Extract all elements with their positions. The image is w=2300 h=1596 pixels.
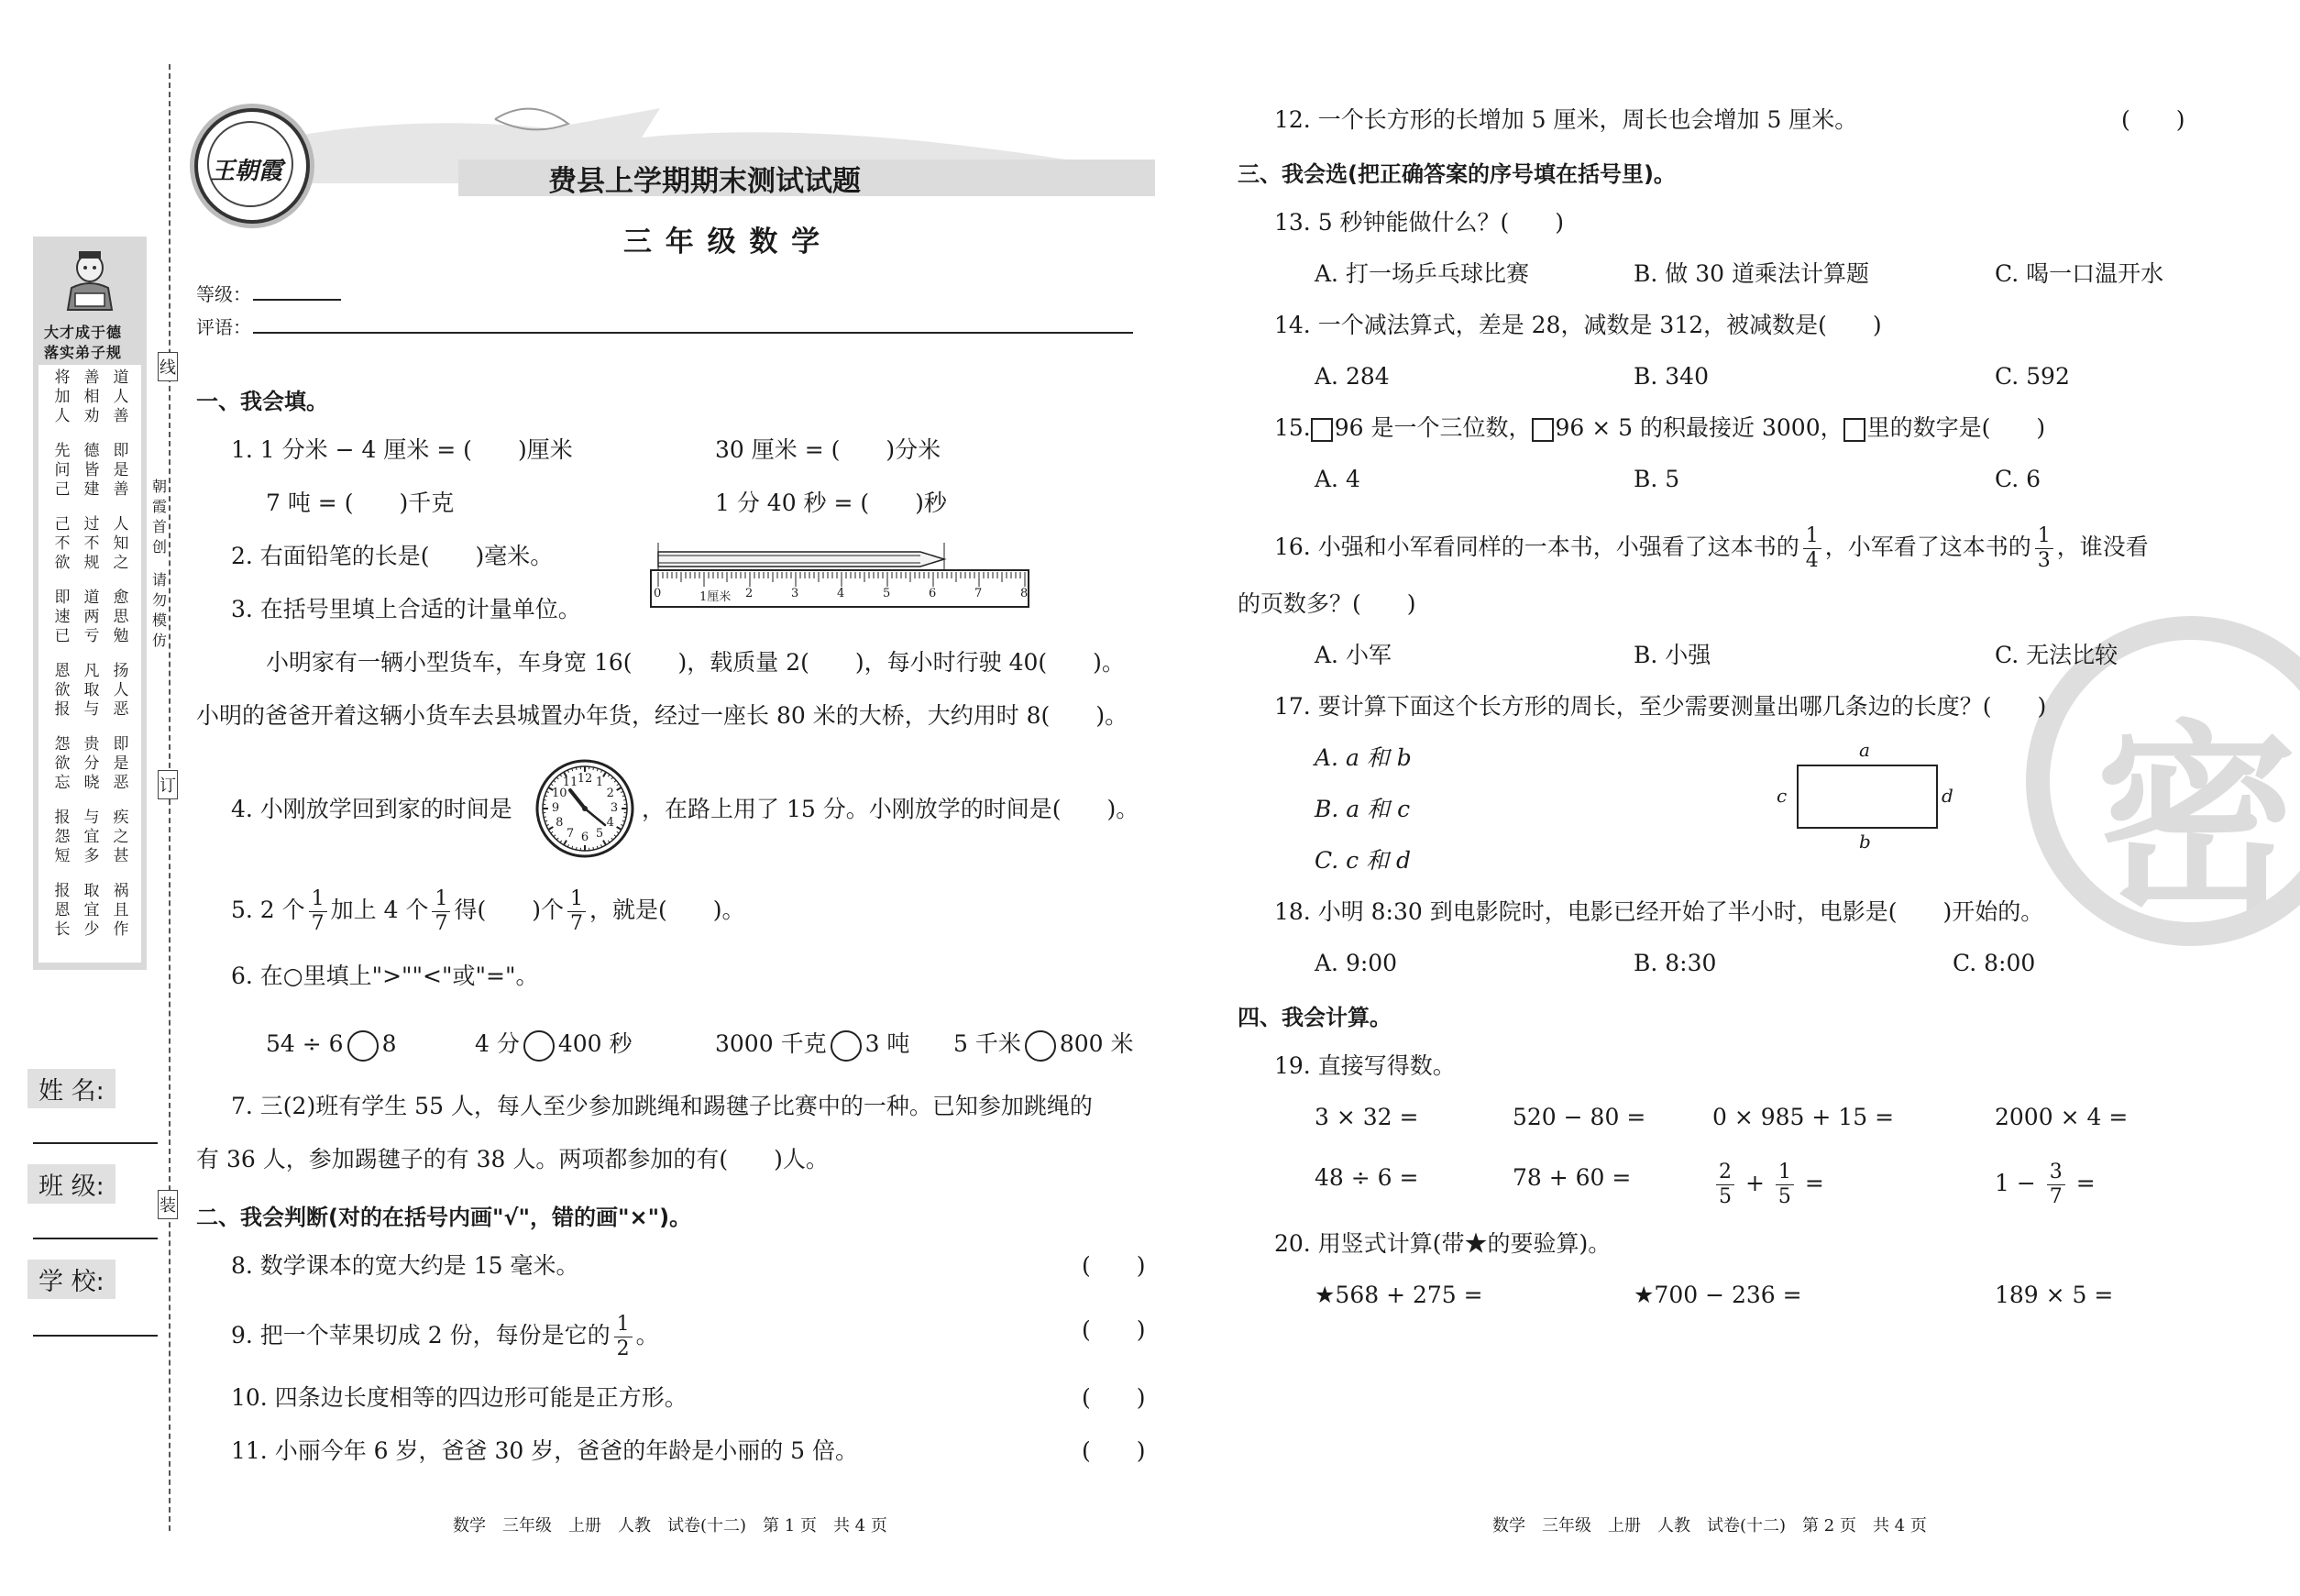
motto-column: 扬人恶 xyxy=(113,662,129,719)
frac-num: 1 xyxy=(1776,1161,1794,1185)
section-2-heading: 二、我会判断(对的在括号内画"√"，错的画"×")。 xyxy=(196,1205,692,1230)
q6-left: 54 ÷ 6 xyxy=(266,1030,344,1057)
motto-column: 善相劝 xyxy=(83,369,100,425)
frac-2-5 xyxy=(1716,1161,1734,1209)
notice-col-2: 请勿模仿 xyxy=(152,571,168,649)
clock-number: 2 xyxy=(606,787,614,800)
rect-label-b: b xyxy=(1859,831,1871,853)
ruler-tick-label: 0 xyxy=(654,587,662,600)
compare-circle[interactable] xyxy=(347,1030,379,1062)
equals-sign: = xyxy=(2075,1170,2096,1196)
frac-num: 1 xyxy=(309,887,327,912)
frac-den: 3 xyxy=(2037,549,2051,572)
motto-column: 贵分晓 xyxy=(83,735,100,792)
q6-item-3 xyxy=(715,1029,909,1062)
q6-right: 800 米 xyxy=(1059,1030,1134,1057)
q14-option-a[interactable]: A. 284 xyxy=(1315,363,1390,390)
frac-den: 7 xyxy=(2049,1185,2063,1208)
q7-line-b: 有 36 人，参加踢毽子的有 38 人。两项都参加的有( )人。 xyxy=(196,1146,829,1172)
q14-option-c[interactable]: C. 592 xyxy=(1995,363,2070,390)
q16-text-cont: 的页数多？( ) xyxy=(1238,590,1416,617)
class-field-line[interactable] xyxy=(33,1238,158,1239)
q5-fraction-2 xyxy=(432,887,450,936)
q1-part-b: 30 厘米 = ( )分米 xyxy=(715,436,941,463)
motto-column: 过不规 xyxy=(83,515,100,572)
q15-part-c: 96 × 5 的积最接近 3000， xyxy=(1555,414,1843,441)
seal-mark-3: 装 xyxy=(158,1190,178,1219)
motto-column: 祸且作 xyxy=(113,882,129,939)
ruler-tick-label: 8 xyxy=(1020,587,1029,600)
q3-line-a: 小明家有一辆小型货车，车身宽 16( )，载质量 2( )，每小时行驶 40( )。 xyxy=(266,649,1125,676)
q17-option-b[interactable]: B. a 和 c xyxy=(1315,796,1411,822)
frac-den: 5 xyxy=(1719,1185,1732,1208)
name-field-line[interactable] xyxy=(33,1142,158,1144)
motto-column: 凡取与 xyxy=(83,662,100,719)
q19-item-6: 78 + 60 = xyxy=(1513,1164,1632,1191)
q14-option-b[interactable]: B. 340 xyxy=(1634,363,1709,390)
comment-line[interactable] xyxy=(253,332,1133,334)
q9-part-b: 。 xyxy=(635,1322,659,1348)
q16-part-b: ，小军看了这本书的 xyxy=(1824,534,2031,560)
minus-expr: 1 − xyxy=(1995,1170,2036,1196)
motto-2: 落实弟子规 xyxy=(44,344,123,361)
q7-line-a: 7. 三(2)班有学生 55 人，每人至少参加跳绳和踢毽子比赛中的一种。已知参加跳绳的 xyxy=(231,1093,1093,1119)
clock-number: 4 xyxy=(606,816,614,830)
motto-1: 大才成于德 xyxy=(44,324,123,341)
motto-column: 德皆建 xyxy=(83,442,100,499)
ruler-tick-label: 6 xyxy=(929,587,937,600)
q16-option-a[interactable]: A. 小军 xyxy=(1315,642,1392,668)
clock-number: 10 xyxy=(552,787,567,800)
motto-column: 即是善 xyxy=(113,442,129,499)
clock-number: 6 xyxy=(580,831,589,844)
grade-label: 等级： xyxy=(196,283,251,305)
frac-den: 4 xyxy=(1805,549,1819,572)
equals-sign: = xyxy=(1804,1170,1824,1196)
q15-option-c[interactable]: C. 6 xyxy=(1995,466,2041,492)
q15-part-b: 96 是一个三位数， xyxy=(1334,414,1532,441)
digit-box[interactable] xyxy=(1311,418,1333,442)
q19-item-2: 520 − 80 = xyxy=(1513,1104,1646,1130)
motto-column: 即速已 xyxy=(54,589,71,645)
rect-label-c: c xyxy=(1777,785,1788,807)
page-footer-left: 数学 三年级 上册 人教 试卷(十二) 第 1 页 共 4 页 xyxy=(453,1516,887,1535)
q5-fraction-3 xyxy=(567,887,586,936)
motto-column: 即是恶 xyxy=(113,735,129,792)
q20-item-3: 189 × 5 = xyxy=(1995,1282,2114,1308)
clock-number: 7 xyxy=(566,826,575,841)
q3-text: 3. 在括号里填上合适的计量单位。 xyxy=(231,596,581,622)
digit-box[interactable] xyxy=(1843,418,1865,442)
q6-left: 3000 千克 xyxy=(715,1030,827,1057)
brand-logo xyxy=(194,108,310,224)
motto-column: 先问己 xyxy=(54,442,71,499)
ruler-tick-label: 5 xyxy=(883,587,891,600)
q5-part-d: ，就是( )。 xyxy=(589,897,745,923)
clock-number: 8 xyxy=(556,816,564,830)
motto-column: 己不欲 xyxy=(54,515,71,572)
frac-3-7 xyxy=(2047,1161,2065,1209)
frac-den: 7 xyxy=(435,912,448,935)
q19-item-3: 0 × 985 + 15 = xyxy=(1712,1104,1895,1130)
q19-item-4: 2000 × 4 = xyxy=(1995,1104,2129,1130)
q17-option-a[interactable]: A. a 和 b xyxy=(1315,744,1412,771)
q13-option-c[interactable]: C. 喝一口温开水 xyxy=(1995,260,2164,287)
q16-fraction-1 xyxy=(1803,524,1821,573)
comment-label: 评语： xyxy=(196,316,251,338)
q3-line-b: 小明的爸爸开着这辆小货车去县城置办年货，经过一座长 80 米的大桥，大约用时 8( )。 xyxy=(196,702,1128,729)
plus-sign: + xyxy=(1744,1170,1765,1196)
q4-text-a: 4. 小刚放学回到家的时间是 xyxy=(231,796,512,822)
section-3-heading: 三、我会选(把正确答案的序号填在括号里)。 xyxy=(1238,161,1676,187)
brand-logo-text: 王朝霞 xyxy=(211,158,283,185)
page-title: 费县上学期期末测试试题 xyxy=(548,165,861,198)
q13-option-a[interactable]: A. 打一场乒乓球比赛 xyxy=(1315,260,1529,287)
q13-text: 13. 5 秒钟能做什么？( ) xyxy=(1274,209,1565,236)
q4-text-b: ，在路上用了 15 分。小刚放学的时间是( )。 xyxy=(642,796,1139,822)
ruler-tick-label: 7 xyxy=(974,587,983,600)
q13-option-b[interactable]: B. 做 30 道乘法计算题 xyxy=(1634,260,1869,287)
scholar-illustration xyxy=(53,242,127,315)
compare-circle[interactable] xyxy=(831,1030,862,1062)
motto-column: 人知之 xyxy=(113,515,129,572)
q8-text: 8. 数学课本的宽大约是 15 毫米。 xyxy=(231,1252,579,1279)
q5-part-b: 加上 4 个 xyxy=(330,897,429,923)
q15-text xyxy=(1274,413,2045,444)
motto-column: 取宜少 xyxy=(83,882,100,939)
rect-label-d: d xyxy=(1942,785,1953,807)
q19-item-1: 3 × 32 = xyxy=(1315,1104,1419,1130)
q19-item-5: 48 ÷ 6 = xyxy=(1315,1164,1419,1191)
clock-number: 12 xyxy=(577,772,593,786)
q1-part-c: 7 吨 = ( )千克 xyxy=(266,490,455,516)
rect-label-a: a xyxy=(1859,739,1870,761)
q2-text: 2. 右面铅笔的长是( )毫米。 xyxy=(231,543,554,569)
q6-right: 8 xyxy=(381,1030,397,1057)
q20-item-2: ★700 − 236 = xyxy=(1634,1282,1802,1308)
q9-part-a: 9. 把一个苹果切成 2 份，每份是它的 xyxy=(231,1322,611,1348)
ruler-tick-label: 1厘米 xyxy=(699,590,732,604)
q16-text xyxy=(1274,524,2149,573)
compare-circle[interactable] xyxy=(1025,1030,1056,1062)
page-footer-right: 数学 三年级 上册 人教 试卷(十二) 第 2 页 共 4 页 xyxy=(1492,1516,1927,1535)
q10-answer[interactable]: ( ) xyxy=(1082,1384,1146,1411)
q6-item-2 xyxy=(475,1029,633,1062)
frac-num: 1 xyxy=(567,887,586,912)
frac-den: 5 xyxy=(1777,1185,1791,1208)
section-4-heading: 四、我会计算。 xyxy=(1238,1005,1392,1030)
frac-num: 1 xyxy=(2035,524,2053,549)
q19-item-7 xyxy=(1712,1161,1824,1209)
clock-number: 1 xyxy=(595,776,604,790)
q5-part-c: 得( )个 xyxy=(454,897,564,923)
motto-column: 道人善 xyxy=(113,369,129,425)
frac-den: 2 xyxy=(616,1337,630,1360)
q19-item-8 xyxy=(1995,1161,2096,1209)
q18-option-c[interactable]: C. 8:00 xyxy=(1953,950,2036,976)
q16-part-c: ，谁没看 xyxy=(2056,534,2149,560)
frac-num: 3 xyxy=(2047,1161,2065,1185)
clock-number: 5 xyxy=(595,826,604,841)
motto-column: 将加人 xyxy=(54,369,71,425)
clock-figure xyxy=(534,757,636,860)
q17-text: 17. 要计算下面这个长方形的周长，至少需要测量出哪几条边的长度？( ) xyxy=(1274,693,2047,720)
q18-option-a[interactable]: A. 9:00 xyxy=(1315,950,1398,976)
frac-num: 1 xyxy=(1803,524,1821,549)
page-subtitle: 三 年 级 数 学 xyxy=(623,226,822,259)
q20-item-1: ★568 + 275 = xyxy=(1315,1282,1483,1308)
section-1-heading: 一、我会填。 xyxy=(196,389,328,414)
q9-text xyxy=(231,1313,659,1361)
q16-option-c[interactable]: C. 无法比较 xyxy=(1995,642,2118,668)
q12-text: 12. 一个长方形的长增加 5 厘米，周长也会增加 5 厘米。 xyxy=(1274,106,1858,133)
q19-text: 19. 直接写得数。 xyxy=(1274,1052,1456,1079)
q11-text: 11. 小丽今年 6 岁，爸爸 30 岁，爸爸的年龄是小丽的 5 倍。 xyxy=(231,1437,859,1464)
q8-answer[interactable]: ( ) xyxy=(1082,1252,1146,1279)
compare-circle[interactable] xyxy=(523,1030,555,1062)
q1-part-d: 1 分 40 秒 = ( )秒 xyxy=(715,490,947,516)
ruler-tick-label: 4 xyxy=(837,587,845,600)
q5-fraction-1 xyxy=(309,887,327,936)
seal-mark-2: 订 xyxy=(158,770,178,799)
grade-line[interactable] xyxy=(253,299,341,301)
q6-item-4 xyxy=(953,1029,1134,1062)
q6-left: 4 分 xyxy=(475,1030,520,1057)
motto-column: 与宜多 xyxy=(83,809,100,865)
motto-column: 怨欲忘 xyxy=(54,735,71,792)
frac-num: 1 xyxy=(614,1313,633,1337)
q6-text: 6. 在○里填上">""<"或"="。 xyxy=(231,963,539,989)
q15-part-d: 里的数字是( ) xyxy=(1866,414,2046,441)
q10-text: 10. 四条边长度相等的四边形可能是正方形。 xyxy=(231,1384,688,1411)
class-field-label: 班 级: xyxy=(28,1164,116,1204)
q5-part-a: 5. 2 个 xyxy=(231,897,305,923)
ruler-tick-label: 2 xyxy=(745,587,754,600)
school-field-label: 学 校: xyxy=(28,1260,116,1299)
rectangle-figure xyxy=(1797,765,1938,829)
q6-right: 3 吨 xyxy=(864,1030,910,1057)
q15-option-a[interactable]: A. 4 xyxy=(1315,466,1360,492)
clock-number: 11 xyxy=(562,776,578,790)
notice-col-1: 朝霞首创 xyxy=(152,478,168,556)
motto-column: 报怨短 xyxy=(54,809,71,865)
seal-mark-1: 线 xyxy=(158,352,178,381)
q15-option-b[interactable]: B. 5 xyxy=(1634,466,1680,492)
frac-den: 7 xyxy=(311,912,325,935)
motto-column: 疾之甚 xyxy=(113,809,129,865)
q1-part-a: 1. 1 分米 − 4 厘米 = ( )厘米 xyxy=(231,436,573,463)
ruler-tick-label: 3 xyxy=(791,587,799,600)
q18-text: 18. 小明 8:30 到电影院时，电影已经开始了半小时，电影是( )开始的。 xyxy=(1274,898,2044,925)
school-field-line[interactable] xyxy=(33,1335,158,1337)
q6-right: 400 秒 xyxy=(557,1030,633,1057)
q6-left: 5 千米 xyxy=(953,1030,1021,1057)
motto-column: 报恩长 xyxy=(54,882,71,939)
q6-item-1 xyxy=(266,1029,396,1062)
frac-num: 2 xyxy=(1716,1161,1734,1185)
q5-text xyxy=(231,887,745,936)
q16-option-b[interactable]: B. 小强 xyxy=(1634,642,1711,668)
q17-option-c[interactable]: C. c 和 d xyxy=(1315,847,1412,874)
name-field-label: 姓 名: xyxy=(28,1069,116,1108)
frac-den: 7 xyxy=(569,912,583,935)
q9-fraction xyxy=(614,1313,633,1361)
q12-answer[interactable]: ( ) xyxy=(2121,106,2185,133)
clock-number: 3 xyxy=(610,801,619,815)
q16-part-a: 16. 小强和小军看同样的一本书，小强看了这本书的 xyxy=(1274,534,1799,560)
q18-option-b[interactable]: B. 8:30 xyxy=(1634,950,1717,976)
digit-box[interactable] xyxy=(1532,418,1554,442)
frac-num: 1 xyxy=(432,887,450,912)
motto-column: 道两亏 xyxy=(83,589,100,645)
motto-column: 恩欲报 xyxy=(54,662,71,719)
q14-text: 14. 一个减法算式，差是 28，减数是 312，被减数是( ) xyxy=(1274,312,1882,338)
q11-answer[interactable]: ( ) xyxy=(1082,1437,1146,1464)
q16-fraction-2 xyxy=(2035,524,2053,573)
q20-text: 20. 用竖式计算(带★的要验算)。 xyxy=(1274,1230,1612,1257)
stamp-text: 密 xyxy=(2096,703,2298,938)
motto-column: 愈思勉 xyxy=(113,589,129,645)
clock-number: 9 xyxy=(551,801,560,815)
frac-1-5 xyxy=(1776,1161,1794,1209)
q15-part-a: 15. xyxy=(1274,414,1311,441)
q9-answer[interactable]: ( ) xyxy=(1082,1316,1146,1343)
